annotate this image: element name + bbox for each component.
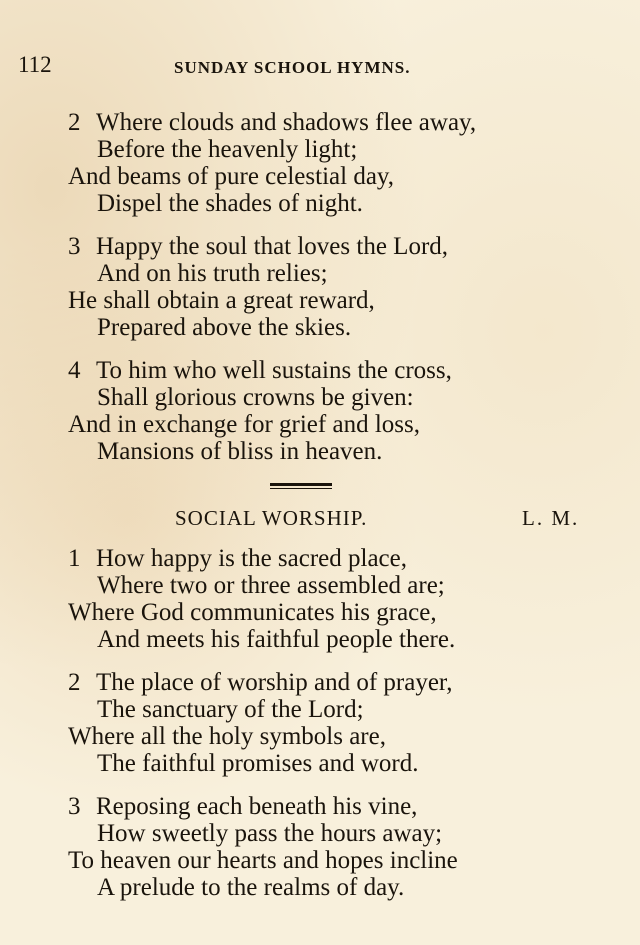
stanza-number: 2 [68, 669, 81, 696]
verse-line: 1 How happy is the sacred place, [68, 545, 407, 572]
verse-line: The sanctuary of the Lord; [97, 696, 364, 723]
verse-line: The faithful promises and word. [97, 750, 419, 777]
page-header [0, 52, 640, 86]
hymn-title: SOCIAL WORSHIP. [175, 506, 368, 530]
section-divider [270, 483, 332, 489]
verse-line: 3 Reposing each beneath his vine, [68, 793, 418, 820]
stanza-number: 3 [68, 233, 81, 260]
verse-line: Prepared above the skies. [97, 314, 352, 341]
verse-line: How sweetly pass the hours away; [97, 820, 443, 847]
verse-line: And in exchange for grief and loss, [68, 411, 420, 438]
stanza [0, 109, 640, 217]
verse-line: Before the heavenly light; [97, 136, 358, 163]
verse-line: Mansions of bliss in heaven. [97, 438, 383, 465]
stanza [0, 233, 640, 341]
verse-line: And on his truth relies; [97, 260, 328, 287]
verse-line: Dispel the shades of night. [97, 190, 363, 217]
stanza-number: 1 [68, 545, 81, 572]
verse-line: To heaven our hearts and hopes incline [68, 847, 458, 874]
verse-line: 2 Where clouds and shadows flee away, [68, 109, 477, 136]
stanza-number: 2 [68, 109, 81, 136]
verse-line: Where God communicates his grace, [68, 599, 437, 626]
stanza-number: 3 [68, 793, 81, 820]
verse-line: Where all the holy symbols are, [68, 723, 386, 750]
verse-line: He shall obtain a great reward, [68, 287, 375, 314]
verse-line: And beams of pure celestial day, [68, 163, 395, 190]
verse-line: A prelude to the realms of day. [97, 874, 405, 901]
verse-line: 2 The place of worship and of prayer, [68, 669, 453, 696]
stanza-number: 4 [68, 357, 81, 384]
running-title: SUNDAY SCHOOL HYMNS. [174, 58, 411, 77]
verse-line: Shall glorious crowns be given: [97, 384, 414, 411]
verse-line: 4 To him who well sustains the cross, [68, 357, 452, 384]
verse-line: And meets his faithful people there. [97, 626, 456, 653]
stanza [0, 793, 640, 901]
hymn-heading [0, 506, 640, 534]
page-number: 112 [18, 52, 52, 77]
verse-line: Where two or three assembled are; [97, 572, 445, 599]
verse-line: 3 Happy the soul that loves the Lord, [68, 233, 449, 260]
stanza [0, 545, 640, 653]
stanza [0, 669, 640, 777]
stanza [0, 357, 640, 465]
hymn-meter: L. M. [522, 506, 580, 530]
